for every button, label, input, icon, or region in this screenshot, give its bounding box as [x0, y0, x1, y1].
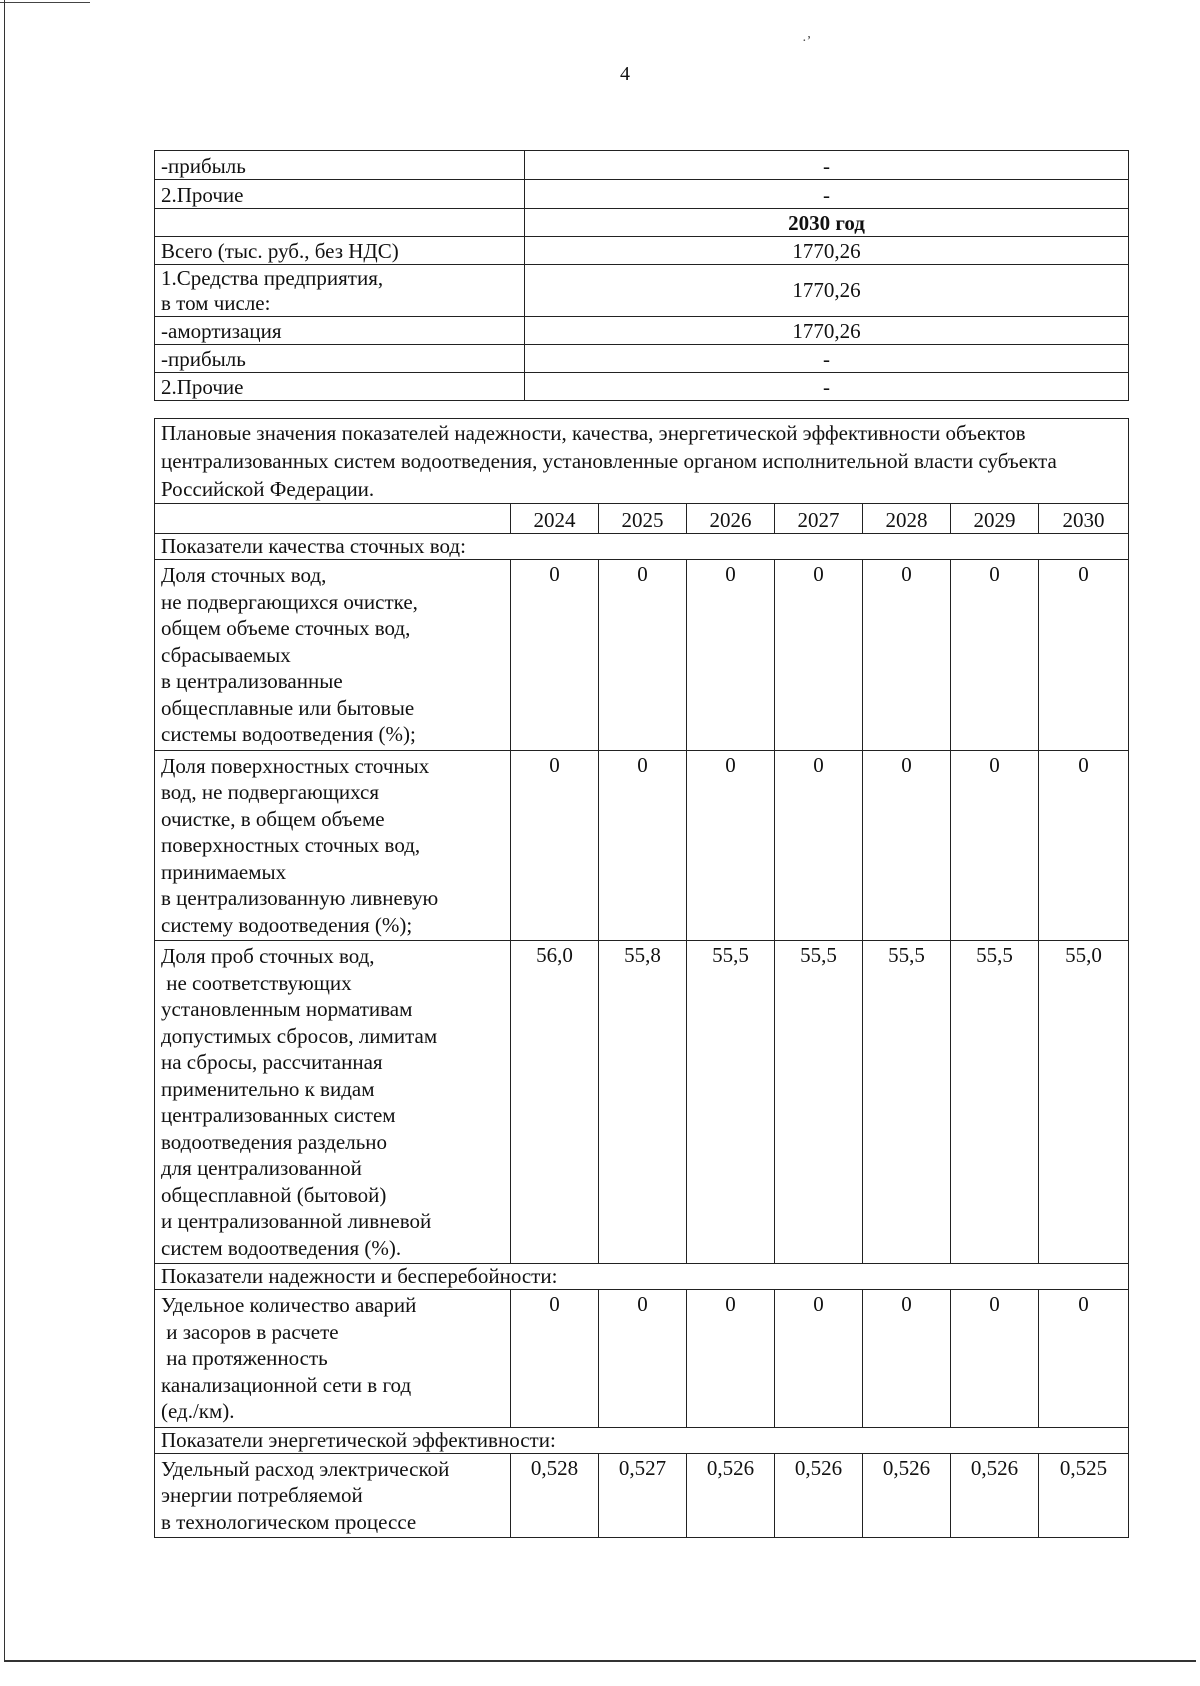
page-border-left: [4, 0, 5, 1660]
indicator-value: 0: [687, 560, 775, 751]
label-line: и централизованной ливневой: [161, 1209, 432, 1233]
table-row: [155, 151, 1129, 180]
section-title: Показатели энергетической эффективности:: [155, 1427, 1129, 1453]
indicator-value: 0: [1039, 1290, 1129, 1428]
empty-cell: [155, 209, 525, 237]
label-line: канализационной сети в год: [161, 1372, 412, 1397]
table-row: [155, 560, 1129, 751]
row-value: -: [525, 373, 1129, 401]
page-border-top: [0, 2, 90, 3]
label-line: (ед./км).: [161, 1399, 235, 1423]
page-border-bottom: [4, 1660, 1196, 1662]
indicator-value: 55,5: [687, 941, 775, 1264]
indicator-value: 0: [863, 560, 951, 751]
label-line: не соответствующих: [161, 970, 352, 995]
row-label: -прибыль: [155, 345, 525, 373]
indicator-value: 0: [1039, 750, 1129, 941]
indicator-value: 0: [775, 1290, 863, 1428]
row-value: 1770,26: [525, 237, 1129, 265]
year-header: 2029: [951, 504, 1039, 534]
label-line: общем объеме сточных вод,: [161, 616, 411, 640]
indicators-intro: Плановые значения показателей надежности, качества, энергетической эффективности объектов централизованных систем водоотведения, установленные органом исполнительной власти субъекта Российской Федерации.: [155, 419, 1129, 504]
indicator-label: [155, 1290, 511, 1428]
label-line: допустимых сбросов, лимитам: [161, 1023, 438, 1048]
label-line: в централизованные: [161, 669, 343, 693]
indicator-value: 55,0: [1039, 941, 1129, 1264]
table-row: [155, 317, 1129, 345]
indicator-value: 0: [775, 750, 863, 941]
indicators-table: [154, 418, 1129, 1538]
label-line: Доля сточных вод,: [161, 563, 327, 587]
row-value: -: [525, 345, 1129, 373]
years-header-row: [155, 504, 1129, 534]
label-line: вод, не подвергающихся: [161, 780, 379, 804]
indicator-value: 0: [951, 560, 1039, 751]
indicator-value: 0: [1039, 560, 1129, 751]
label-line: в централизованную ливневую: [161, 886, 439, 910]
year-header: 2027: [775, 504, 863, 534]
row-label: -прибыль: [155, 151, 525, 180]
row-value: 1770,26: [525, 317, 1129, 345]
section-title: Показатели надежности и бесперебойности:: [155, 1264, 1129, 1290]
row-label: 1.Средства предприятия, в том числе:: [155, 265, 525, 317]
label-line: централизованных систем: [161, 1103, 396, 1127]
indicator-value: 0: [863, 750, 951, 941]
section-row: [155, 534, 1129, 560]
table-row: [155, 209, 1129, 237]
indicator-label: [155, 560, 511, 751]
label-line: энергии потребляемой: [161, 1483, 363, 1507]
table-row: [155, 373, 1129, 401]
label-line: общесплавные или бытовые: [161, 695, 415, 720]
indicator-value: 0: [511, 750, 599, 941]
row-label: -амортизация: [155, 317, 525, 345]
row-label: 2.Прочие: [155, 373, 525, 401]
label-line: принимаемых: [161, 859, 287, 884]
indicator-value: 55,5: [951, 941, 1039, 1264]
indicator-value: 55,5: [863, 941, 951, 1264]
table-row: [155, 265, 1129, 317]
table-row: [155, 237, 1129, 265]
indicator-value: 0: [951, 750, 1039, 941]
indicator-value: 56,0: [511, 941, 599, 1264]
indicator-label: [155, 750, 511, 941]
year-header: 2028: [863, 504, 951, 534]
label-line: систем водоотведения (%).: [161, 1235, 402, 1260]
label-line: Удельный расход электрической: [161, 1456, 450, 1481]
empty-cell: [155, 504, 511, 534]
scan-speck: ·ʼ: [802, 34, 812, 49]
indicator-value: 0,526: [863, 1453, 951, 1538]
table-row: [155, 941, 1129, 1264]
indicator-value: 0: [863, 1290, 951, 1428]
indicator-value: 0,525: [1039, 1453, 1129, 1538]
label-line: сбрасываемых: [161, 642, 291, 667]
indicator-value: 0: [951, 1290, 1039, 1428]
indicator-value: 0,526: [687, 1453, 775, 1538]
indicator-value: 0: [687, 1290, 775, 1428]
table-row: [155, 1453, 1129, 1538]
indicator-label: [155, 941, 511, 1264]
table-row: [155, 180, 1129, 209]
label-line: поверхностных сточных вод,: [161, 833, 421, 857]
label-line: и засоров в расчете: [161, 1319, 339, 1344]
indicator-value: 55,5: [775, 941, 863, 1264]
label-line: водоотведения раздельно: [161, 1129, 388, 1154]
row-value: 1770,26: [525, 265, 1129, 317]
indicator-value: 0: [599, 560, 687, 751]
year-header: 2026: [687, 504, 775, 534]
page-number: 4: [620, 63, 630, 85]
year-header: 2025: [599, 504, 687, 534]
row-value: -: [525, 151, 1129, 180]
section-row: [155, 1427, 1129, 1453]
indicator-value: 0,526: [775, 1453, 863, 1538]
label-line: для централизованной: [161, 1156, 362, 1180]
row-label: 2.Прочие: [155, 180, 525, 209]
year-header: 2024: [511, 504, 599, 534]
indicator-value: 0: [775, 560, 863, 751]
row-value: -: [525, 180, 1129, 209]
label-line: на протяженность: [161, 1346, 328, 1370]
label-line: общесплавной (бытовой): [161, 1182, 387, 1207]
label-line: на сбросы, рассчитанная: [161, 1050, 383, 1074]
indicator-value: 0: [511, 560, 599, 751]
indicator-value: 0,528: [511, 1453, 599, 1538]
label-line: Доля проб сточных вод,: [161, 944, 375, 968]
indicator-value: 0: [599, 1290, 687, 1428]
label-line: применительно к видам: [161, 1076, 375, 1101]
label-line: в технологическом процессе: [161, 1509, 417, 1534]
row-label: Всего (тыс. руб., без НДС): [155, 237, 525, 265]
label-line: системы водоотведения (%);: [161, 722, 416, 746]
section-title: Показатели качества сточных вод:: [155, 534, 1129, 560]
label-line: Доля поверхностных сточных: [161, 753, 430, 778]
label-line: установленным нормативам: [161, 997, 413, 1021]
table-row: [155, 750, 1129, 941]
label-line: Удельное количество аварий: [161, 1293, 417, 1317]
indicator-label: [155, 1453, 511, 1538]
year-heading: 2030 год: [525, 209, 1129, 237]
year-header: 2030: [1039, 504, 1129, 534]
indicator-value: 0: [511, 1290, 599, 1428]
label-line: не подвергающихся очистке,: [161, 589, 418, 614]
table-row: [155, 1290, 1129, 1428]
indicator-value: 0,526: [951, 1453, 1039, 1538]
section-row: [155, 1264, 1129, 1290]
indicator-value: 0: [599, 750, 687, 941]
indicator-value: 0,527: [599, 1453, 687, 1538]
table-row: [155, 345, 1129, 373]
table-row: [155, 419, 1129, 504]
indicator-value: 55,8: [599, 941, 687, 1264]
financing-table: [154, 150, 1129, 401]
label-line: очистке, в общем объеме: [161, 806, 385, 831]
indicator-value: 0: [687, 750, 775, 941]
label-line: систему водоотведения (%);: [161, 912, 413, 937]
